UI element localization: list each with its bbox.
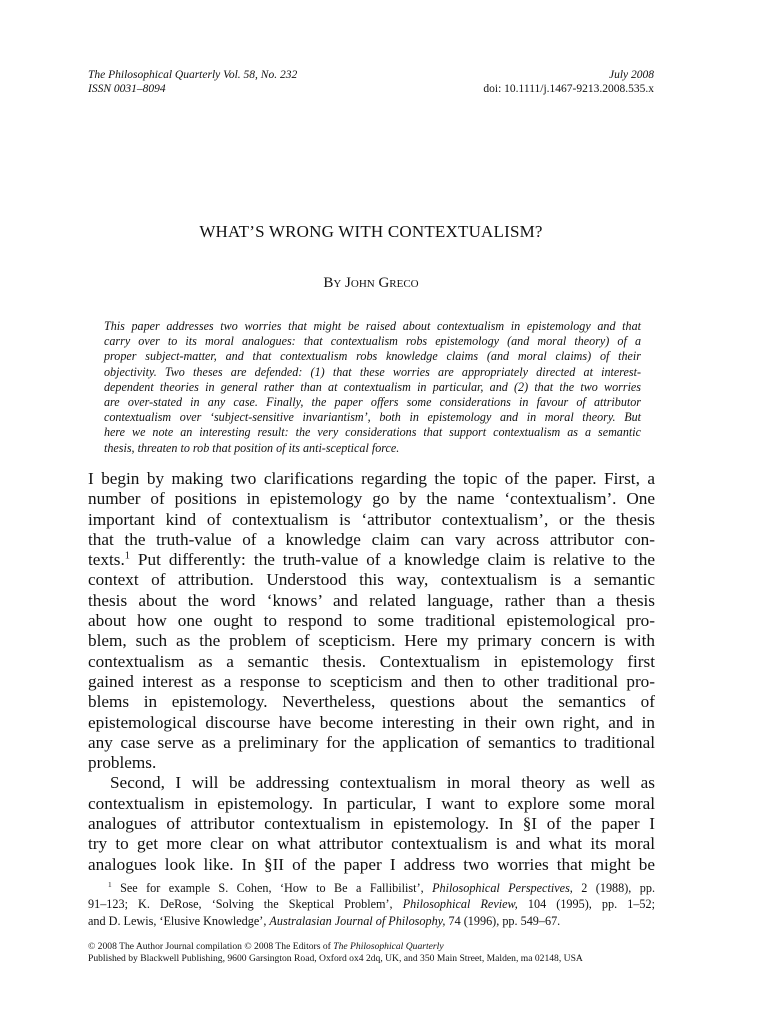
copyright-text: © 2008 The Author Journal compilation © 2008 The Editors of bbox=[88, 941, 331, 952]
body-line: important kind of contextualism is ‘attributor contextualism’, or the thesis bbox=[88, 509, 655, 529]
abstract-line: carry over to its moral analogues: that contextualism robs epistemology (and moral theory) of a bbox=[104, 334, 641, 349]
abstract-line: dependent theories in general rather than at contextualism in particular, and (2) that the two worries bbox=[104, 379, 641, 394]
body-line: try to get more clear on what attributor contextualism is and what its moral bbox=[88, 834, 655, 854]
footnote-line bbox=[88, 913, 655, 929]
body-line: gained interest as a response to scepticism and then to other traditional pro- bbox=[88, 671, 655, 691]
footnote-journal: Philosophical Perspectives, bbox=[432, 881, 573, 895]
issue-date: July 2008 bbox=[608, 69, 654, 81]
abstract-line: contextualism over ‘subject-sensitive invariantism’, both in epistemology and in moral theory. But bbox=[104, 410, 641, 425]
body-line: about how one ought to respond to some traditional epistemological pro- bbox=[88, 611, 655, 631]
abstract-line: objectivity. Two theses are defended: (1) that these worries are appropriately directed at interest- bbox=[104, 364, 641, 379]
journal-name: The Philosophical Quarterly bbox=[333, 941, 444, 952]
footnotes bbox=[88, 880, 655, 929]
footnote-journal: Philosophical Review, bbox=[402, 897, 518, 912]
issn: ISSN 0031–8094 bbox=[88, 83, 166, 95]
footnote-text: See for example S. Cohen, ‘How to Be a Fallibilist’, bbox=[120, 881, 424, 895]
footnote-journal: Australasian Journal of Philosophy, bbox=[269, 913, 446, 928]
article-title: WHAT’S WRONG WITH CONTEXTUALISM? bbox=[199, 222, 543, 241]
footnote-text: 91–123; K. DeRose, ‘Solving the Skeptical Problem’, bbox=[88, 897, 393, 912]
body-line: epistemological discourse have become interesting in their own right, and in bbox=[88, 712, 655, 732]
body-line: number of positions in epistemology go by the name ‘contextualism’. One bbox=[88, 489, 655, 509]
copyright-line bbox=[88, 941, 668, 953]
abstract-line: here we note an interesting result: the very considerations that support contextualism as a semantic bbox=[104, 425, 641, 440]
footnote-marker: 1 bbox=[108, 879, 112, 889]
body-line: analogues look like. In §II of the paper I address two worries that might be bbox=[88, 854, 655, 874]
body-line-text: Put differently: the truth-value of a knowledge claim is relative to the bbox=[137, 550, 656, 570]
author-byline: By John Greco bbox=[323, 275, 419, 291]
abstract-line: are over-stated in any case. Finally, the paper offers some considerations in favour of attributor bbox=[104, 395, 641, 410]
footnote-ref[interactable]: 1 bbox=[124, 550, 130, 562]
body-text bbox=[88, 469, 655, 875]
abstract-line: thesis, threaten to rob that position of its anti-sceptical force. bbox=[104, 440, 400, 455]
footnote-text: 2 (1988), pp. bbox=[581, 881, 655, 895]
body-line: Second, I will be addressing contextualism in moral theory as well as bbox=[110, 773, 655, 793]
body-line: any case serve as a preliminary for the application of semantics to traditional bbox=[88, 732, 655, 752]
body-line: blem, such as the problem of scepticism. Here my primary concern is with bbox=[88, 631, 655, 651]
body-line: problems. bbox=[88, 753, 157, 773]
body-line: contextualism in epistemology. In particular, I want to explore some moral bbox=[88, 793, 655, 813]
abstract-line: proper subject-matter, and that contextualism robs knowledge claims (and moral claims) of their bbox=[104, 349, 641, 364]
body-line: thesis about the word ‘knows’ and related language, rather than a thesis bbox=[88, 590, 655, 610]
publisher-line: Published by Blackwell Publishing, 9600 Garsington Road, Oxford ox4 2dq, UK, and 350 Main Street, Malden, ma 02148, USA bbox=[88, 953, 583, 964]
abstract-line: This paper addresses two worries that might be raised about contextualism in epistemology and that bbox=[104, 319, 641, 333]
body-line bbox=[88, 550, 655, 570]
footnote-text: and D. Lewis, ‘Elusive Knowledge’, bbox=[88, 913, 267, 928]
footnote-text: 74 (1996), pp. 549–67. bbox=[448, 913, 561, 928]
footnote-text: 104 (1995), pp. 1–52; bbox=[527, 897, 655, 912]
footnote-line bbox=[88, 896, 655, 912]
body-line: analogues of attributor contextualism in epistemology. In §I of the paper I bbox=[88, 814, 655, 834]
body-line: blems in epistemology. Nevertheless, questions about the semantics of bbox=[88, 692, 655, 712]
journal-citation: The Philosophical Quarterly Vol. 58, No. 232 bbox=[88, 69, 298, 81]
footnote-line bbox=[88, 880, 655, 896]
copyright-footer bbox=[88, 941, 668, 965]
body-line: that the truth-value of a knowledge claim can vary across attributor con- bbox=[88, 529, 655, 549]
body-word: texts. bbox=[88, 550, 125, 570]
doi: doi: 10.1111/j.1467-9213.2008.535.x bbox=[483, 83, 654, 95]
body-line: context of attribution. Understood this way, contextualism is a semantic bbox=[88, 570, 655, 590]
body-line: I begin by making two clarifications regarding the topic of the paper. First, a bbox=[88, 469, 655, 488]
abstract bbox=[104, 319, 641, 456]
body-line: contextualism as a semantic thesis. Contextualism in epistemology first bbox=[88, 651, 655, 671]
